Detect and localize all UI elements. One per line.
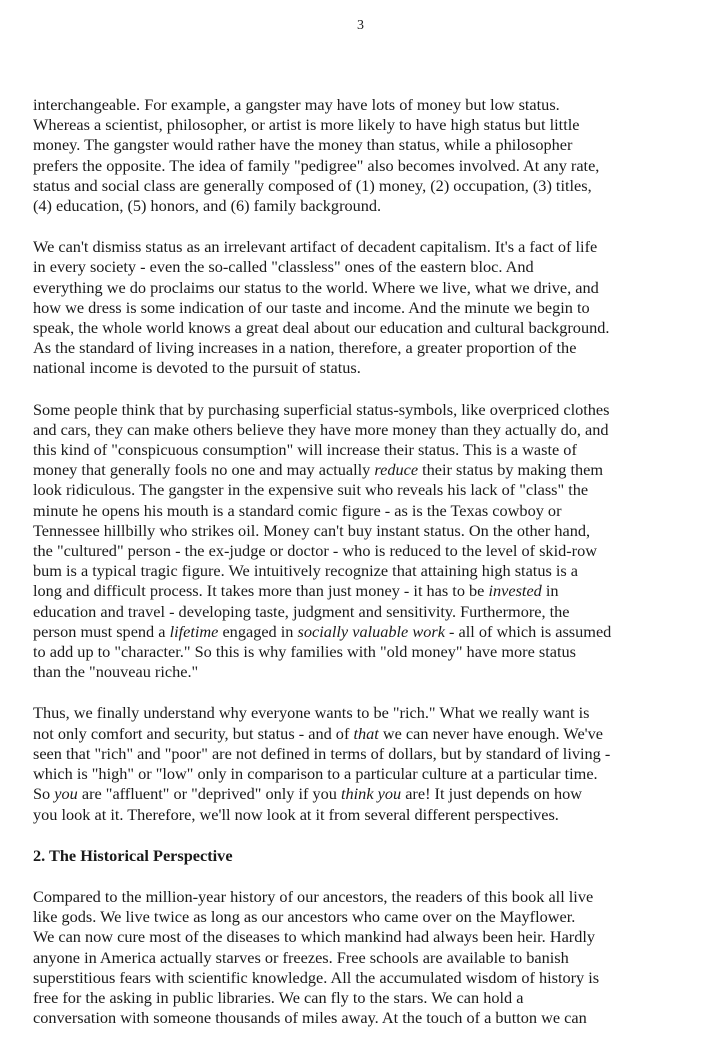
text-line	[33, 642, 698, 662]
text-run: speak, the whole world knows a great deal about our education and cultural background.	[33, 318, 610, 338]
text-run: Whereas a scientist, philosopher, or artist is more likely to have high status but little	[33, 115, 580, 135]
text-run: engaged in	[218, 621, 298, 641]
text-run: Thus, we finally understand why everyone wants to be "rich." What we really want is	[33, 703, 590, 723]
text-run: the "cultured" person - the ex-judge or doctor - who is reduced to the level of skid-row	[33, 541, 597, 561]
text-line	[33, 927, 698, 947]
text-line	[33, 1008, 698, 1028]
text-run: to add up to "character." So this is why families with "old money" have more status	[33, 642, 576, 662]
text-run: we can never have enough. We've	[378, 723, 603, 743]
text-run: long and difficult process. It takes more than just money - it has to be	[33, 581, 489, 601]
text-line	[33, 135, 698, 155]
text-line	[33, 948, 698, 968]
text-line	[33, 561, 698, 581]
emphasis-text: that	[353, 723, 379, 743]
paragraphs	[33, 95, 698, 825]
text-run: prefers the opposite. The idea of family "pedigree" also becomes involved. At any rate,	[33, 155, 600, 175]
text-line	[33, 480, 698, 500]
text-run: We can now cure most of the diseases to which mankind had always been heir. Hardly	[33, 927, 596, 947]
text-line	[33, 968, 698, 988]
text-run: Tennessee hillbilly who strikes oil. Money can't buy instant status. On the other hand,	[33, 520, 591, 540]
text-run: you look at it. Therefore, we'll now look at it from several different perspectives.	[33, 804, 559, 824]
document-body	[33, 95, 698, 1049]
text-run: national income is devoted to the pursuit of status.	[33, 358, 361, 378]
text-run: not only comfort and security, but status - and of	[33, 723, 354, 743]
paragraph	[33, 237, 698, 378]
text-line	[33, 176, 698, 196]
text-run: in	[541, 581, 559, 601]
text-run: conversation with someone thousands of miles away. At the touch of a button we can	[33, 1008, 587, 1028]
text-run: Some people think that by purchasing superficial status-symbols, like overpriced clothes	[33, 399, 610, 419]
paragraph	[33, 703, 698, 824]
emphasis-text: reduce	[374, 460, 419, 480]
emphasis-text: think you	[340, 784, 402, 804]
text-run: how we dress is some indication of our taste and income. And the minute we begin to	[33, 297, 590, 317]
emphasis-text: you	[54, 784, 78, 804]
text-run: money that generally fools no one and may actually	[33, 460, 375, 480]
text-run: bum is a typical tragic figure. We intuitively recognize that attaining high status is a	[33, 561, 579, 581]
text-line	[33, 784, 698, 804]
text-line	[33, 501, 698, 521]
text-run: their status by making them	[418, 460, 604, 480]
emphasis-text: invested	[488, 581, 542, 601]
text-line	[33, 602, 698, 622]
text-line	[33, 744, 698, 764]
emphasis-text: socially valuable work	[297, 621, 445, 641]
text-line	[33, 521, 698, 541]
text-run: So	[33, 784, 55, 804]
paragraph	[33, 400, 698, 683]
text-run: minute he opens his mouth is a standard comic figure - as is the Texas cowboy or	[33, 500, 562, 520]
text-line	[33, 460, 698, 480]
text-line	[33, 95, 698, 115]
text-run: and cars, they can make others believe they have more money than they actually do, and	[33, 419, 609, 439]
text-run: status and social class are generally composed of (1) money, (2) occupation, (3) titles,	[33, 175, 592, 195]
emphasis-text: lifetime	[169, 621, 219, 641]
text-run: like gods. We live twice as long as our ancestors who came over on the Mayflower.	[33, 907, 576, 927]
text-line	[33, 887, 698, 907]
text-run: this kind of "conspicuous consumption" will increase their status. This is a waste of	[33, 440, 577, 460]
text-line	[33, 237, 698, 257]
text-run: are "affluent" or "deprived" only if you	[77, 784, 341, 804]
text-run: look ridiculous. The gangster in the expensive suit who reveals his lack of "class" the	[33, 480, 589, 500]
text-line	[33, 298, 698, 318]
text-run: (4) education, (5) honors, and (6) family background.	[33, 196, 382, 216]
text-run: are! It just depends on how	[401, 784, 582, 804]
text-line	[33, 338, 698, 358]
text-line	[33, 541, 698, 561]
text-run: in every society - even the so-called "classless" ones of the eastern bloc. And	[33, 257, 534, 277]
text-run: As the standard of living increases in a nation, therefore, a greater proportion of the	[33, 338, 577, 358]
page-number: 3	[357, 18, 364, 33]
text-run: education and travel - developing taste, judgment and sensitivity. Furthermore, the	[33, 601, 570, 621]
text-run: than the "nouveau riche."	[33, 662, 199, 682]
text-line	[33, 257, 698, 277]
paragraph	[33, 95, 698, 216]
text-run: We can't dismiss status as an irrelevant artifact of decadent capitalism. It's a fact of life	[33, 237, 598, 257]
text-line	[33, 907, 698, 927]
text-line	[33, 988, 698, 1008]
text-run: free for the asking in public libraries. We can fly to the stars. We can hold a	[33, 987, 524, 1007]
text-run: money. The gangster would rather have the money than status, while a philosopher	[33, 135, 573, 155]
paragraph	[33, 887, 698, 1028]
text-run: interchangeable. For example, a gangster may have lots of money but low status.	[33, 95, 560, 114]
text-line	[33, 358, 698, 378]
text-line	[33, 278, 698, 298]
text-line	[33, 115, 698, 135]
text-line	[33, 581, 698, 601]
text-run: - all of which is assumed	[444, 621, 612, 641]
text-line	[33, 662, 698, 682]
text-run: seen that "rich" and "poor" are not defined in terms of dollars, but by standard of living -	[33, 743, 611, 763]
text-run: everything we do proclaims our status to the world. Where we live, what we drive, and	[33, 277, 599, 297]
section-heading: 2. The Historical Perspective	[33, 845, 233, 865]
text-line	[33, 724, 698, 744]
text-run: Compared to the million-year history of our ancestors, the readers of this book all live	[33, 886, 594, 906]
text-line	[33, 764, 698, 784]
text-line	[33, 196, 698, 216]
text-line	[33, 440, 698, 460]
text-line	[33, 420, 698, 440]
text-line	[33, 805, 698, 825]
text-line	[33, 703, 698, 723]
text-line	[33, 318, 698, 338]
text-line	[33, 156, 698, 176]
text-run: superstitious fears with scientific knowledge. All the accumulated wisdom of history is	[33, 967, 600, 987]
text-run: which is "high" or "low" only in comparison to a particular culture at a particular time.	[33, 764, 598, 784]
text-run: anyone in America actually starves or freezes. Free schools are available to banish	[33, 947, 569, 967]
text-line	[33, 400, 698, 420]
text-line	[33, 622, 698, 642]
text-run: person must spend a	[33, 621, 170, 641]
